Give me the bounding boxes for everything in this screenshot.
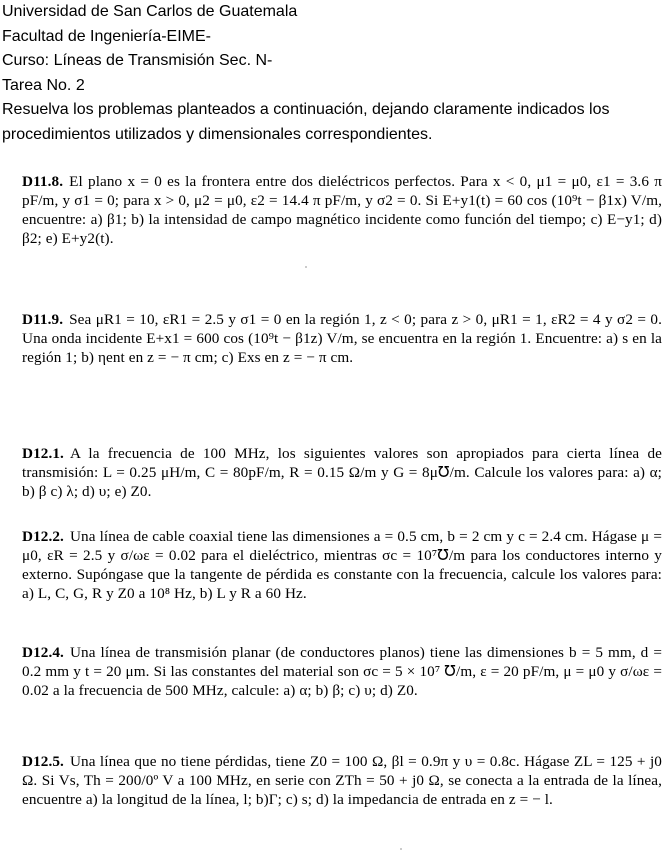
problem-text: A la frecuencia de 100 MHz, los siguientes valores son apropiados para cierta línea de transmisión: L = 0.25 μH/m, C = 80pF/m, R = 0.15 Ω/m y G = 8μ℧/m. Calcule los valores para: a) α; b) β c) λ; d) υ; e) Z0. (22, 445, 662, 500)
scan-speck (305, 266, 307, 268)
problem-id: D11.8. (22, 173, 64, 190)
problem-d11-8 (22, 172, 662, 248)
problem-text: El plano x = 0 es la frontera entre dos dieléctricos perfectos. Para x < 0, μ1 = μ0, ε1 = 3.6 π pF/m, y σ1 = 0; para x > 0, μ2 = μ0, ε2 = 14.4 π pF/m, y σ2 = 0. Si E+y1(t) = 60 cos (10⁹t − β1x) V/m, encuentre: a) β1; b) la intensidad de campo magnético incidente como función del tiempo; c) E−y1; d) β2; e) E+y2(t). (22, 173, 662, 247)
problem-d11-9 (22, 310, 662, 367)
university-name: Universidad de San Carlos de Guatemala (2, 3, 298, 20)
problem-d12-4 (22, 643, 662, 700)
faculty-name: Facultad de Ingeniería-EIME- (2, 27, 211, 45)
problem-id: D12.2. (22, 528, 64, 545)
problem-d12-2 (22, 527, 662, 603)
problem-d12-1 (22, 444, 662, 501)
problem-id: D11.9. (22, 311, 64, 328)
course-name: Curso: Líneas de Transmisión Sec. N- (2, 52, 273, 69)
problem-text: Una línea de cable coaxial tiene las dimensiones a = 0.5 cm, b = 2 cm y c = 2.4 cm. Hágase μ = μ0, εR = 2.5 y σ/ωε = 0.02 para el dieléctrico, mientras σc = 10⁷℧/m para los conductores interno y externo. Supóngase que la tangente de pérdida es constante con la frecuencia, calcule los valores para: a) L, C, G, R y Z0 a 10⁸ Hz, b) L y R a 60 Hz. (22, 528, 662, 602)
scan-speck (400, 848, 402, 850)
problem-id: D12.5. (22, 753, 64, 770)
problem-id: D12.1. (22, 445, 64, 462)
problem-id: D12.4. (22, 644, 64, 661)
document-header (2, 0, 669, 147)
problem-text: Sea μR1 = 10, εR1 = 2.5 y σ1 = 0 en la región 1, z < 0; para z > 0, μR1 = 1, εR2 = 4 y σ2 = 0. Una onda incidente E+x1 = 600 cos (10⁹t − β1z) V/m, se encuentra en la región 1. Encuentre: a) s en la región 1; b) ηent en z = − π cm; c) Exs en z = − π cm. (22, 311, 662, 366)
problem-text: Una línea que no tiene pérdidas, tiene Z0 = 100 Ω, βl = 0.9π y υ = 0.8c. Hágase ZL = 125 + j0 Ω. Si Vs, Th = 200/0º V a 100 MHz, en serie con ZTh = 50 + j0 Ω, se conecta a la entrada de la línea, encuentre a) la longitud de la línea, l; b)Γ; c) s; d) la impedancia de entrada en z = − l. (22, 753, 662, 808)
assignment-title: Tarea No. 2 (2, 76, 85, 94)
problem-text: Una línea de transmisión planar (de conductores planos) tiene las dimensiones b = 5 mm, d = 0.2 mm y t = 20 μm. Si las constantes del material son σc = 5 × 10⁷ ℧/m, ε = 20 pF/m, μ = μ0 y σ/ωε = 0.02 a la frecuencia de 500 MHz, calcule: a) α; b) β; c) υ; d) Z0. (22, 644, 662, 699)
instructions-text: Resuelva los problemas planteados a continuación, dejando claramente indicados los procedimientos utilizados y dimensionales correspondientes. (2, 101, 610, 143)
problem-d12-5 (22, 752, 662, 809)
